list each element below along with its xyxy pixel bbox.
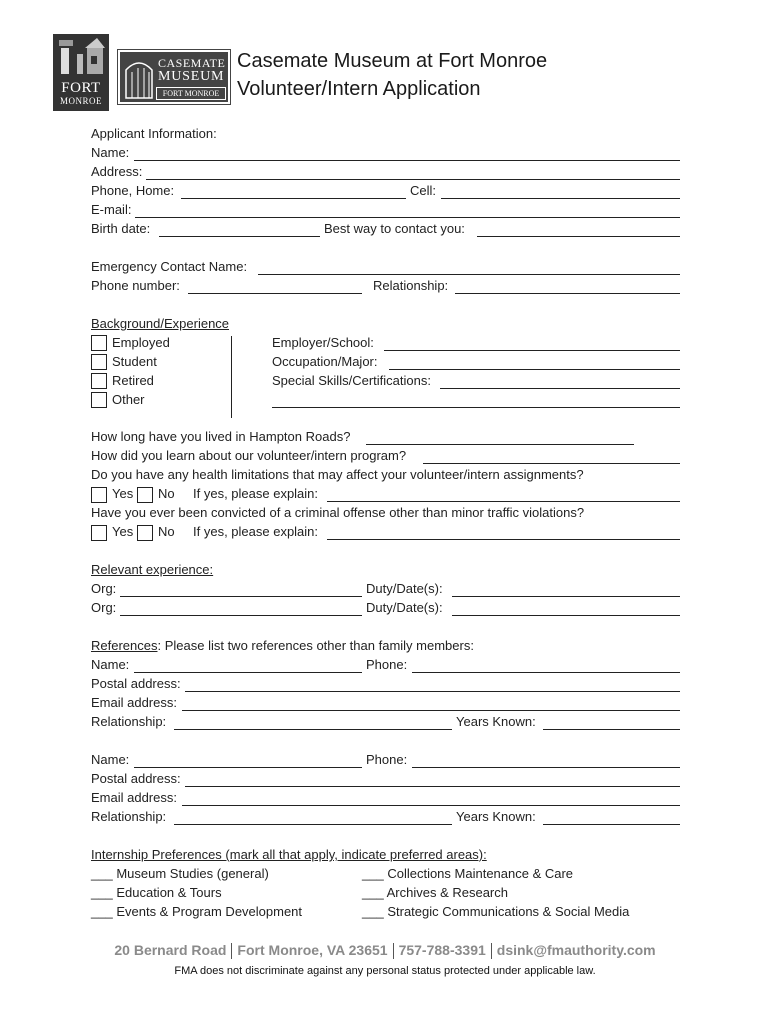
emergency-relationship-label: Relationship:	[373, 278, 449, 293]
internship-option-events[interactable]	[91, 904, 302, 920]
best-way-label: Best way to contact you:	[324, 221, 465, 236]
page-title-line-1: Casemate Museum at Fort Monroe	[237, 50, 548, 72]
ref2-years-field[interactable]	[543, 824, 680, 825]
footer-separator	[393, 943, 394, 959]
internship-heading: Internship Preferences (mark all that apply, indicate preferred areas):	[91, 847, 487, 862]
internship-blank: ___	[91, 904, 113, 919]
background-heading: Background/Experience	[91, 316, 230, 331]
internship-blank: ___	[362, 904, 384, 919]
student-checkbox[interactable]	[91, 354, 107, 370]
emergency-contact-label: Emergency Contact Name:	[91, 259, 248, 274]
internship-option-archives[interactable]	[362, 885, 508, 901]
internship-label: Strategic Communications & Social Media	[387, 904, 630, 919]
best-way-field[interactable]	[477, 236, 680, 237]
email-label: E-mail:	[91, 202, 132, 217]
references-heading-line	[91, 638, 474, 654]
ref2-email-field[interactable]	[182, 805, 680, 806]
cell-label: Cell:	[410, 183, 437, 198]
birth-date-label: Birth date:	[91, 221, 151, 236]
ref1-email-label: Email address:	[91, 695, 177, 710]
ref1-name-field[interactable]	[134, 672, 362, 673]
emergency-relationship-field[interactable]	[455, 293, 680, 294]
hampton-label: How long have you lived in Hampton Roads?	[91, 429, 351, 444]
experience-heading: Relevant experience:	[91, 562, 214, 577]
address-field[interactable]	[146, 179, 680, 180]
ref1-phone-field[interactable]	[412, 672, 680, 673]
other-label: Other	[112, 392, 145, 407]
employed-checkbox[interactable]	[91, 335, 107, 351]
email-field[interactable]	[135, 217, 680, 218]
cell-field[interactable]	[441, 198, 680, 199]
criminal-no-label: No	[158, 524, 175, 539]
skills-field-line-2[interactable]	[272, 407, 680, 408]
other-checkbox[interactable]	[91, 392, 107, 408]
ref2-relationship-field[interactable]	[174, 824, 452, 825]
learn-field[interactable]	[423, 463, 680, 464]
footer-address: 20 Bernard Road	[114, 942, 227, 958]
duty-label-1: Duty/Date(s):	[366, 581, 443, 596]
hampton-field[interactable]	[366, 444, 634, 445]
footer-email[interactable]: dsink@fmauthority.com	[496, 942, 656, 958]
occupation-field[interactable]	[389, 369, 680, 370]
health-yes-checkbox[interactable]	[91, 487, 107, 503]
duty-field-1[interactable]	[452, 596, 680, 597]
ref1-years-field[interactable]	[543, 729, 680, 730]
learn-label: How did you learn about our volunteer/intern program?	[91, 448, 407, 463]
footer-city: Fort Monroe, VA 23651	[237, 942, 388, 958]
address-label: Address:	[91, 164, 143, 179]
internship-option-collections[interactable]	[362, 866, 573, 882]
casemate-logo-text-2: MUSEUM	[158, 69, 225, 84]
criminal-explain-label: If yes, please explain:	[193, 524, 319, 539]
footer-phone: 757-788-3391	[398, 942, 486, 958]
internship-blank: ___	[362, 885, 384, 900]
background-divider	[231, 336, 232, 418]
health-question: Do you have any health limitations that may affect your volunteer/intern assignments?	[91, 467, 584, 482]
emergency-contact-field[interactable]	[258, 274, 680, 275]
employer-field[interactable]	[384, 350, 680, 351]
internship-option-communications[interactable]	[362, 904, 629, 920]
org-label-2: Org:	[91, 600, 117, 615]
internship-blank: ___	[91, 885, 113, 900]
ref2-postal-label: Postal address:	[91, 771, 181, 786]
health-yes-label: Yes	[112, 486, 134, 501]
org-label-1: Org:	[91, 581, 117, 596]
casemate-arch-icon	[124, 56, 154, 100]
phone-home-label: Phone, Home:	[91, 183, 175, 198]
fort-monroe-emblem-icon	[53, 34, 109, 80]
phone-home-field[interactable]	[181, 198, 406, 199]
duty-field-2[interactable]	[452, 615, 680, 616]
fort-monroe-logo	[53, 34, 109, 111]
ref1-relationship-label: Relationship:	[91, 714, 167, 729]
internship-option-museum-studies[interactable]	[91, 866, 269, 882]
skills-field[interactable]	[440, 388, 680, 389]
internship-label: Archives & Research	[386, 885, 508, 900]
student-label: Student	[112, 354, 157, 369]
retired-label: Retired	[112, 373, 154, 388]
internship-label: Education & Tours	[116, 885, 222, 900]
ref1-postal-label: Postal address:	[91, 676, 181, 691]
casemate-logo-text-1: CASEMATE	[158, 56, 226, 70]
footer-contact	[0, 942, 770, 959]
ref2-phone-label: Phone:	[366, 752, 408, 767]
internship-label: Collections Maintenance & Care	[387, 866, 574, 881]
ref2-relationship-label: Relationship:	[91, 809, 167, 824]
employer-label: Employer/School:	[272, 335, 374, 350]
emergency-phone-label: Phone number:	[91, 278, 180, 293]
criminal-question: Have you ever been convicted of a criminal offense other than minor traffic violations?	[91, 505, 585, 520]
employed-label: Employed	[112, 335, 170, 350]
ref1-postal-field[interactable]	[185, 691, 680, 692]
ref2-name-label: Name:	[91, 752, 130, 767]
health-no-label: No	[158, 486, 175, 501]
occupation-label: Occupation/Major:	[272, 354, 378, 369]
org-field-2[interactable]	[120, 615, 362, 616]
health-explain-label: If yes, please explain:	[193, 486, 319, 501]
criminal-yes-checkbox[interactable]	[91, 525, 107, 541]
criminal-explain-field[interactable]	[327, 539, 680, 540]
name-label: Name:	[91, 145, 130, 160]
ref1-email-field[interactable]	[182, 710, 680, 711]
ref1-phone-label: Phone:	[366, 657, 408, 672]
internship-blank: ___	[362, 866, 384, 881]
internship-option-education[interactable]	[91, 885, 222, 901]
health-no-checkbox[interactable]	[137, 487, 153, 503]
applicant-heading: Applicant Information:	[91, 126, 217, 141]
ref2-name-field[interactable]	[134, 767, 362, 768]
fort-monroe-logo-text-1: FORT	[61, 80, 101, 96]
ref1-name-label: Name:	[91, 657, 130, 672]
birth-date-field[interactable]	[159, 236, 320, 237]
emergency-phone-field[interactable]	[188, 293, 362, 294]
name-field[interactable]	[134, 160, 680, 161]
casemate-museum-logo	[117, 49, 231, 105]
footer-separator	[231, 943, 232, 959]
internship-label: Museum Studies (general)	[116, 866, 269, 881]
skills-label: Special Skills/Certifications:	[272, 373, 431, 388]
retired-checkbox[interactable]	[91, 373, 107, 389]
casemate-logo-text-3: FORT MONROE	[156, 87, 226, 100]
internship-blank: ___	[91, 866, 113, 881]
ref2-email-label: Email address:	[91, 790, 177, 805]
ref1-years-label: Years Known:	[456, 714, 536, 729]
references-intro: : Please list two references other than family members:	[157, 638, 474, 653]
internship-label: Events & Program Development	[116, 904, 303, 919]
duty-label-2: Duty/Date(s):	[366, 600, 443, 615]
footer-disclaimer: FMA does not discriminate against any personal status protected under applicable law.	[174, 965, 596, 977]
criminal-yes-label: Yes	[112, 524, 134, 539]
page-title-line-2: Volunteer/Intern Application	[237, 78, 481, 100]
org-field-1[interactable]	[120, 596, 362, 597]
ref2-postal-field[interactable]	[185, 786, 680, 787]
footer-separator	[491, 943, 492, 959]
ref1-relationship-field[interactable]	[174, 729, 452, 730]
criminal-no-checkbox[interactable]	[137, 525, 153, 541]
ref2-phone-field[interactable]	[412, 767, 680, 768]
references-heading: References	[91, 638, 158, 653]
fort-monroe-logo-text-2: MONROE	[59, 96, 102, 106]
ref2-years-label: Years Known:	[456, 809, 536, 824]
health-explain-field[interactable]	[327, 501, 680, 502]
